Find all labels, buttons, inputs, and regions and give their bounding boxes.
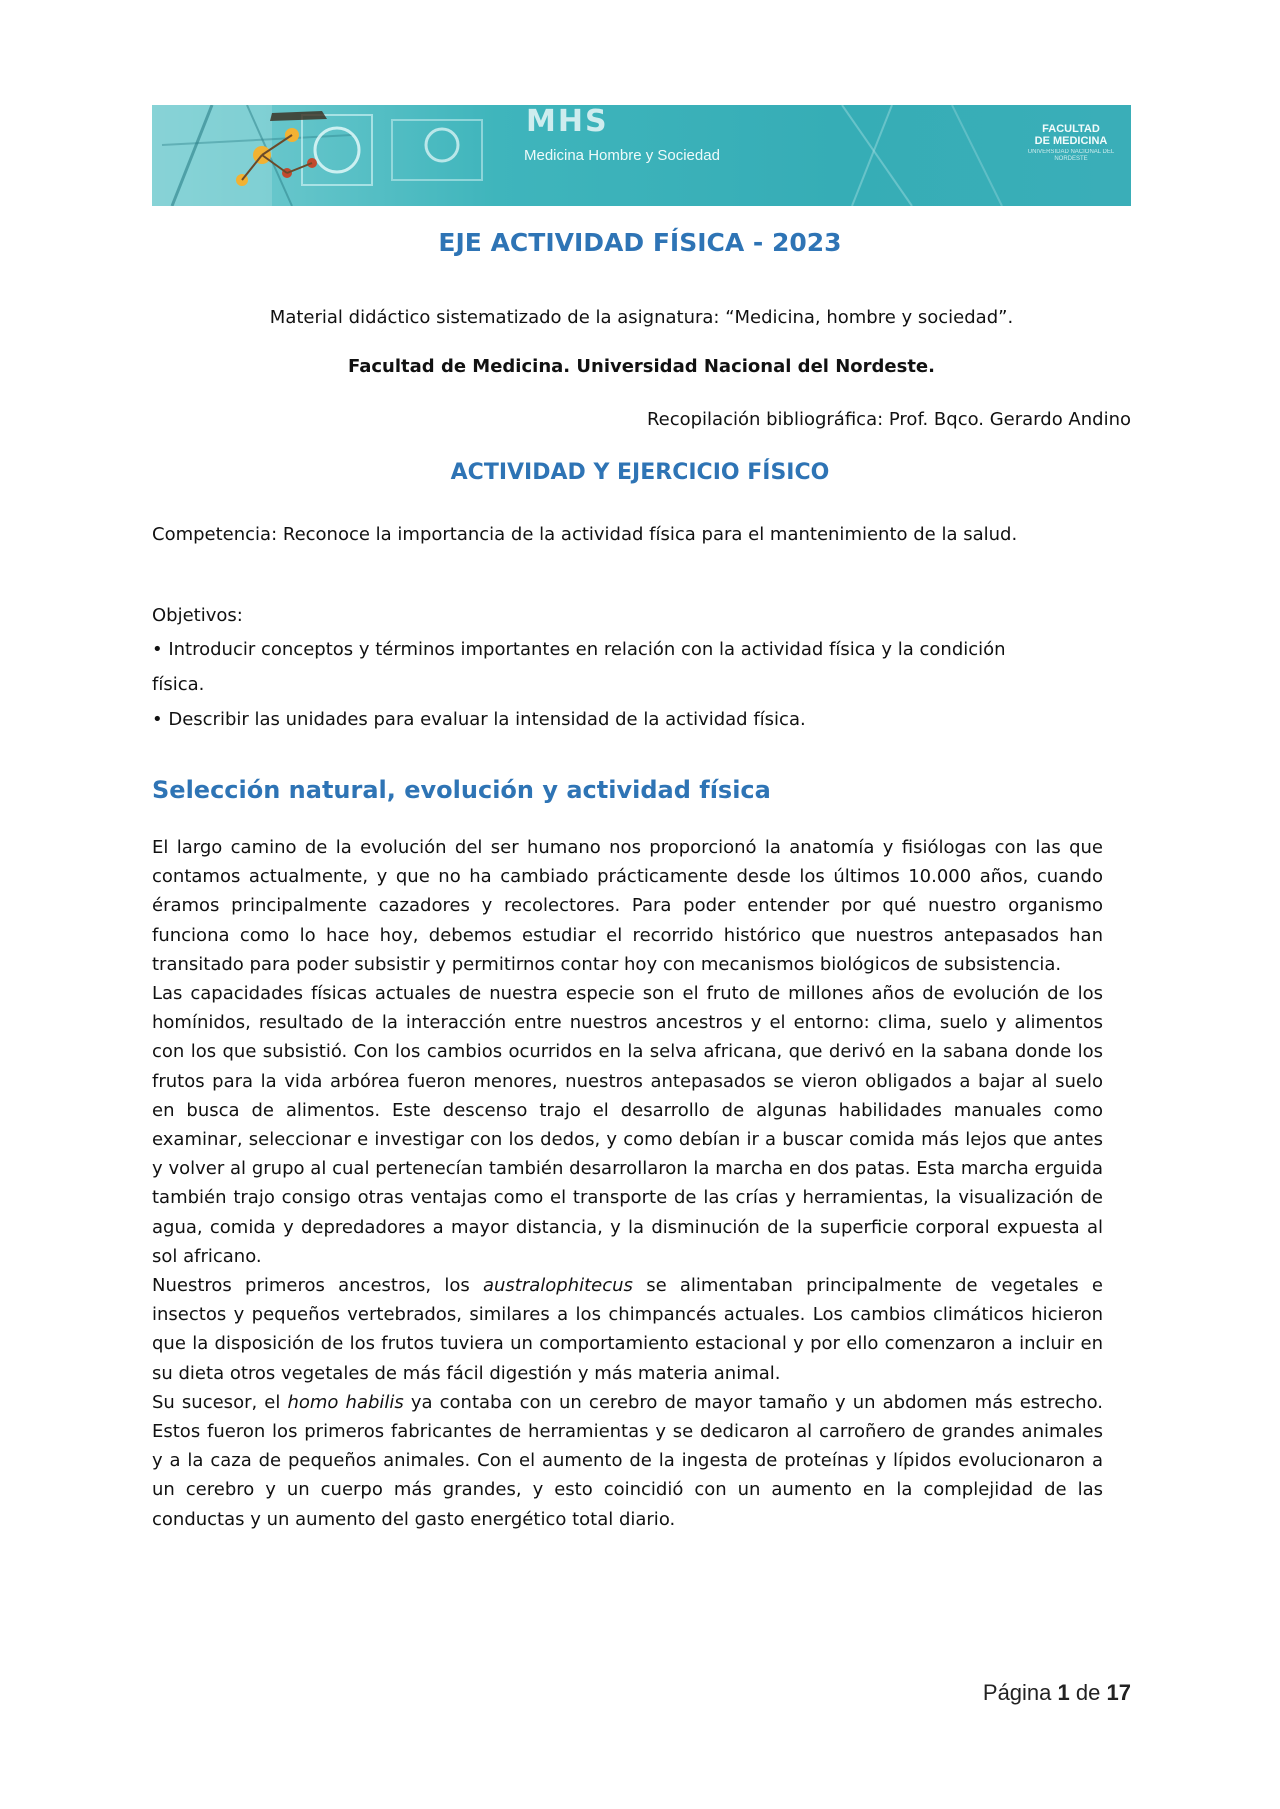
document-title: EJE ACTIVIDAD FÍSICA - 2023 (438, 228, 842, 257)
paragraph-4 (152, 1388, 1103, 1534)
paragraph-3 (152, 1271, 1103, 1388)
objetivo-1-line-b: física. (152, 674, 205, 695)
banner-logo: MHS (526, 105, 609, 139)
species-homo-habilis: homo habilis (287, 1391, 404, 1413)
paragraph-3-start: Nuestros primeros ancestros, los (152, 1275, 483, 1297)
section-title: ACTIVIDAD Y EJERCICIO FÍSICO (450, 460, 830, 485)
article-heading: Selección natural, evolución y actividad física (152, 776, 771, 804)
institution-line: Facultad de Medicina. Universidad Nacional del Nordeste. (348, 356, 935, 377)
compilation-line: Recopilación bibliográfica: Prof. Bqco. Gerardo Andino (646, 409, 1131, 430)
total-pages: 17 (1106, 1680, 1131, 1705)
material-line: Material didáctico sistematizado de la asignatura: “Medicina, hombre y sociedad”. (269, 307, 1014, 328)
species-australophitecus: australophitecus (482, 1275, 633, 1297)
header-banner (152, 105, 1131, 206)
objetivo-1-line-a: • Introducir conceptos y términos importantes en relación con la actividad física y la condición (152, 639, 1006, 660)
paragraph-1: El largo camino de la evolución del ser humano nos proporcionó la anatomía y fisiólogas con las que contamos actualmente, y que no ha cambiado prácticamente desde los últimos 10.000 años, cuando éramos principalmente cazadores y recolectores. Para poder entender por qué nuestro organismo funciona como lo hace hoy, debemos estudiar el recorrido histórico que nuestros antepasados han transitado para poder subsistir y permitirnos contar hoy con mecanismos biológicos de subsistencia. (152, 837, 1103, 975)
competencia-line: Competencia: Reconoce la importancia de la actividad física para el mantenimiento de la salud. (152, 524, 1018, 545)
page-footer (983, 1680, 1131, 1706)
article-body (152, 833, 1103, 1534)
faculty-subline: UNIVERSIDAD NACIONAL DEL NORDESTE (1027, 149, 1115, 162)
paragraph-4-start: Su sucesor, el (152, 1391, 288, 1413)
paragraph-3-end: se alimentaban principalmente de vegetales e insectos y pequeños vertebrados, similares a los chimpancés actuales. Los cambios climáticos hicieron que la disposición de los frutos tuviera un comportamiento estacional y por ello comenzaron a incluir en su dieta otros vegetales de más fácil digestión y más materia animal. (152, 1275, 1103, 1384)
page-number: 1 (1057, 1680, 1070, 1705)
faculty-logo (1021, 123, 1121, 163)
paragraph-2: Las capacidades físicas actuales de nuestra especie son el fruto de millones años de evolución de los homínidos, resultado de la interacción entre nuestros ancestros y el entorno: clima, suelo y alimentos con los que subsistió. Con los cambios ocurridos en la selva africana, que derivó en la sabana donde los frutos para la vida arbórea fueron menores, nuestros antepasados se vieron obligados a bajar al suelo en busca de alimentos. Este descenso trajo el desarrollo de algunas habilidades manuales como examinar, seleccionar e investigar con los dedos, y como debían ir a buscar comida más lejos que antes y volver al grupo al cual pertenecían también desarrollaron la marcha en dos patas. Esta marcha erguida también trajo consigo otras ventajas como el transporte de las crías y herramientas, la visualización de agua, comida y depredadores a mayor distancia, y la disminución de la superficie corporal expuesta al sol africano. (152, 983, 1103, 1267)
of-word: de (1075, 1680, 1101, 1705)
page-word: Página (982, 1680, 1052, 1705)
faculty-line-1: FACULTAD (1042, 123, 1100, 135)
banner-subtitle: Medicina Hombre y Sociedad (524, 147, 720, 164)
objetivos-label: Objetivos: (152, 605, 243, 626)
paragraph-4-end: ya contaba con un cerebro de mayor tamaño y un abdomen más estrecho. Estos fueron los primeros fabricantes de herramientas y se dedicaron al carroñero de grandes animales y a la caza de pequeños animales. Con el aumento de la ingesta de proteínas y lípidos evolucionaron a un cerebro y un cuerpo más grandes, y esto coincidió con un aumento en la complejidad de las conductas y un aumento del gasto energético total diario. (152, 1391, 1104, 1530)
faculty-line-2: DE MEDICINA (1034, 135, 1108, 147)
objetivo-2: • Describir las unidades para evaluar la intensidad de la actividad física. (152, 709, 806, 730)
